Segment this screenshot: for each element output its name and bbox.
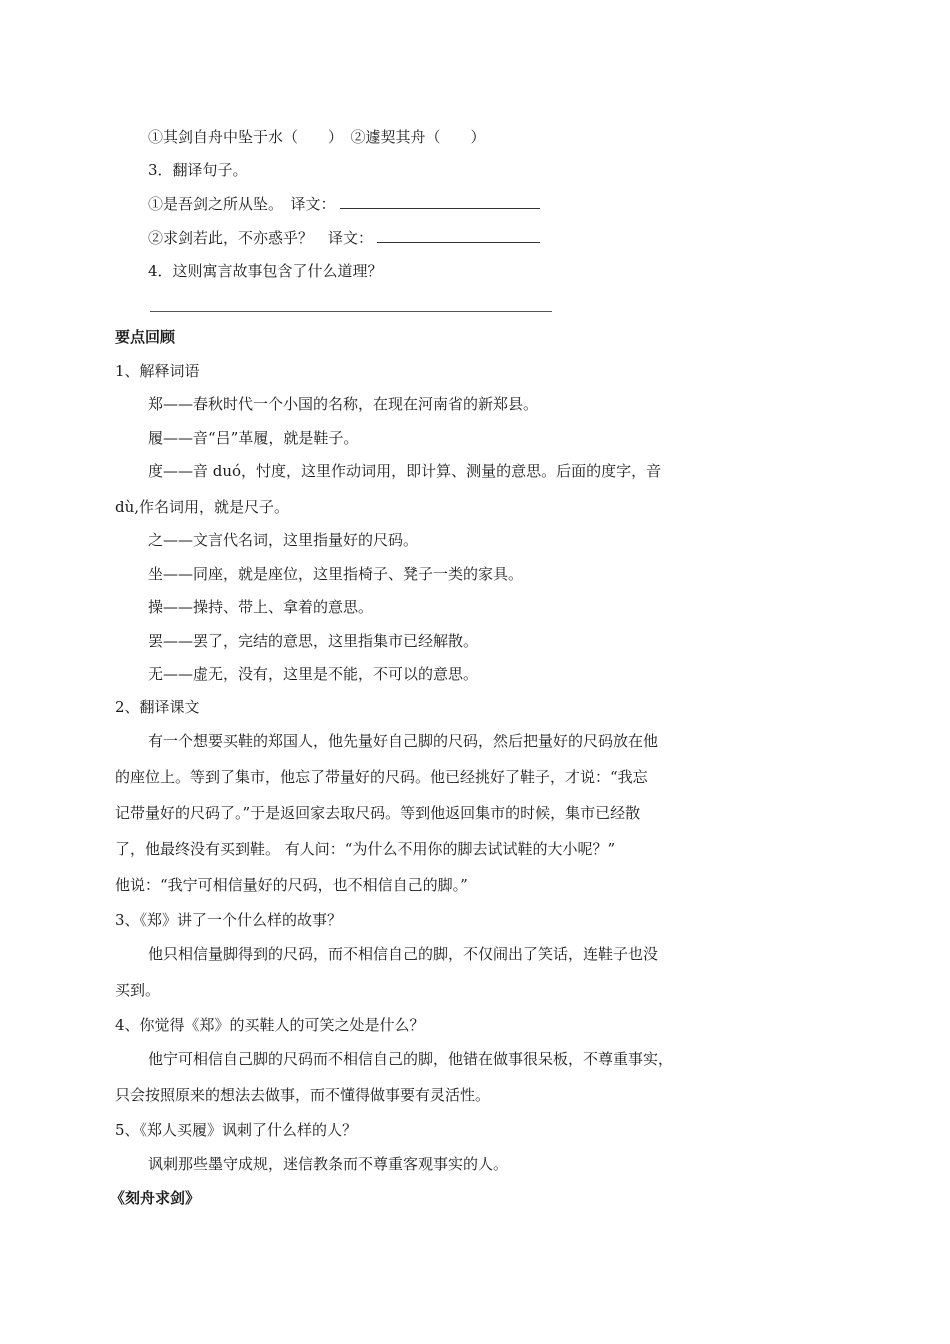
s2-line: 有一个想要买鞋的郑国人，他先量好自己脚的尺码，然后把量好的尺码放在他: [148, 732, 659, 750]
q3-title: 3．翻译句子。: [148, 161, 248, 179]
s2-line: 了，他最终没有买到鞋。 有人问：“为什么不用你的脚去试试鞋的大小呢？”: [115, 840, 616, 858]
q3-item-1: [148, 194, 540, 214]
q3-item-2-text: ②求剑若此，不亦惑乎？ 译文：: [148, 229, 374, 247]
q3-item-1-text: ①是吾剑之所从坠。 译文：: [148, 195, 336, 213]
s4-line: 只会按照原来的想法去做事，而不懂得做事要有灵活性。: [115, 1086, 491, 1104]
s3-title: 3、《郑》讲了一个什么样的故事？: [115, 911, 343, 929]
s3-line: 买到。: [115, 981, 161, 999]
s1-item: 之——文言代名词，这里指量好的尺码。: [148, 531, 419, 549]
s1-item-cont: dù,作名词用，就是尺子。: [115, 498, 290, 516]
s1-item: 罢——罢了，完结的意思，这里指集市已经解散。: [148, 632, 479, 650]
s4-line: 他宁可相信自己脚的尺码而不相信自己的脚，他错在做事很呆板，不尊重事实，: [148, 1050, 674, 1068]
q3-item-2-answer-blank[interactable]: [377, 228, 540, 243]
s2-line: 记带量好的尺码了。”于是返回家去取尺码。等到他返回集市的时候，集市已经散: [115, 804, 641, 822]
s3-line: 他只相信量脚得到的尺码，而不相信自己的脚，不仅闹出了笑话，连鞋子也没: [148, 945, 659, 963]
s5-answer: 讽刺那些墨守成规，迷信教条而不尊重客观事实的人。: [148, 1155, 509, 1173]
q4-title: 4．这则寓言故事包含了什么道理？: [148, 262, 383, 280]
s2-line: 的座位上。等到了集市，他忘了带量好的尺码。他已经挑好了鞋子，才说：“我忘: [115, 768, 648, 786]
review-heading: 要点回顾: [115, 328, 176, 346]
s2-title: 2、翻译课文: [115, 698, 200, 716]
s1-item: 度——音 duó，忖度，这里作动词用，即计算、测量的意思。后面的度字，音: [148, 462, 662, 480]
s1-item: 郑——春秋时代一个小国的名称，在现在河南省的新郑县。: [148, 395, 539, 413]
q3-item-1-answer-blank[interactable]: [340, 194, 540, 209]
s2-line: 他说：“我宁可相信量好的尺码，也不相信自己的脚。”: [115, 876, 468, 894]
s1-item: 坐——同座，就是座位，这里指椅子、凳子一类的家具。: [148, 565, 524, 583]
q3-item-2: [148, 228, 540, 248]
s1-item: 履——音“吕”革履，就是鞋子。: [148, 429, 359, 447]
s4-title: 4、你觉得《郑》的买鞋人的可笑之处是什么？: [115, 1016, 425, 1034]
s1-item: 无——虚无，没有，这里是不能，不可以的意思。: [148, 665, 479, 683]
s5-title: 5、《郑人买履》讽刺了什么样的人？: [115, 1121, 358, 1139]
q4-answer-line[interactable]: [150, 311, 552, 312]
q2-items: ①其剑自舟中坠于水（ ） ②遽契其舟（ ）: [148, 128, 486, 146]
next-section-heading: 《刻舟求剑》: [110, 1189, 201, 1207]
s1-title: 1、解释词语: [115, 362, 200, 380]
s1-item: 操——操持、带上、拿着的意思。: [148, 598, 374, 616]
